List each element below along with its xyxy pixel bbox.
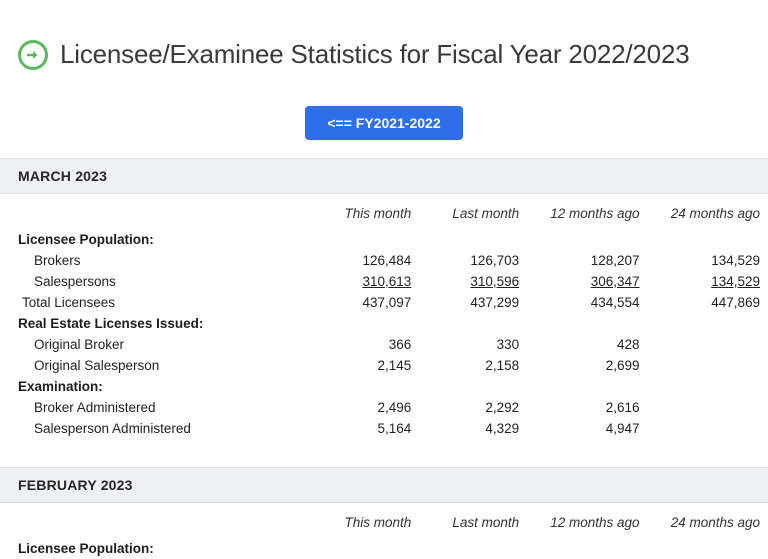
group-blank-cell <box>311 376 419 397</box>
table-row <box>0 418 768 439</box>
table-row <box>0 292 768 313</box>
column-header-this-month: This month <box>344 514 412 530</box>
table-row <box>0 334 768 355</box>
green-arrow-circle-icon <box>18 40 48 70</box>
row-value <box>648 355 768 376</box>
group-header-row <box>0 313 768 334</box>
group-label-licenses-issued: Real Estate Licenses Issued: <box>18 315 204 331</box>
table-row <box>0 397 768 418</box>
column-header-last-month: Last month <box>452 205 520 221</box>
page-header <box>0 0 768 88</box>
group-blank-cell <box>311 229 419 250</box>
page-title: Licensee/Examinee Statistics for Fiscal Year 2022/2023 <box>60 39 690 70</box>
row-value: 2,145 <box>377 357 412 373</box>
group-blank-cell <box>419 376 527 397</box>
row-value: 306,347 <box>590 273 640 289</box>
row-value: 4,947 <box>605 420 640 436</box>
group-blank-cell <box>527 538 647 559</box>
table-header-row <box>0 503 768 538</box>
row-value: 428 <box>617 336 640 352</box>
nav-row <box>0 106 768 140</box>
row-value: 2,292 <box>485 399 520 415</box>
row-label-salespersons: Salespersons <box>34 273 116 289</box>
group-blank-cell <box>527 229 647 250</box>
row-label-original-broker: Original Broker <box>34 336 125 352</box>
section-header-march: MARCH 2023 <box>0 158 768 194</box>
row-value: 126,703 <box>470 252 520 268</box>
row-value: 2,158 <box>485 357 520 373</box>
row-value: 4,329 <box>485 420 520 436</box>
group-blank-cell <box>419 229 527 250</box>
column-header-12-months-ago: 12 months ago <box>550 514 640 530</box>
group-blank-cell <box>311 538 419 559</box>
column-header-blank <box>0 194 311 229</box>
group-blank-cell <box>648 313 768 334</box>
group-blank-cell <box>419 313 527 334</box>
row-value <box>648 397 768 418</box>
row-value: 126,484 <box>362 252 412 268</box>
row-label-broker-administered: Broker Administered <box>34 399 156 415</box>
row-value: 134,529 <box>711 273 760 289</box>
row-value <box>648 334 768 355</box>
group-header-row <box>0 538 768 559</box>
table-row <box>0 271 768 292</box>
group-blank-cell <box>648 229 768 250</box>
table-spacer <box>0 439 768 449</box>
group-header-row <box>0 376 768 397</box>
row-value: 128,207 <box>590 252 640 268</box>
column-header-blank <box>0 503 311 538</box>
group-blank-cell <box>527 313 647 334</box>
table-row <box>0 355 768 376</box>
statistics-table-february <box>0 503 768 559</box>
row-value: 366 <box>388 336 412 352</box>
column-header-24-months-ago: 24 months ago <box>670 514 760 530</box>
group-label-licensee-population: Licensee Population: <box>18 540 154 556</box>
row-value: 330 <box>496 336 520 352</box>
row-value: 437,299 <box>470 294 520 310</box>
group-blank-cell <box>648 538 768 559</box>
row-value: 310,613 <box>362 273 412 289</box>
group-header-row <box>0 229 768 250</box>
row-label-salesperson-administered: Salesperson Administered <box>34 420 191 436</box>
group-blank-cell <box>419 538 527 559</box>
group-blank-cell <box>648 376 768 397</box>
statistics-table-march <box>0 194 768 449</box>
row-value: 434,554 <box>590 294 640 310</box>
row-value: 310,596 <box>470 273 520 289</box>
group-label-licensee-population: Licensee Population: <box>18 231 154 247</box>
group-blank-cell <box>311 313 419 334</box>
row-value: 447,869 <box>711 294 760 310</box>
table-row <box>0 250 768 271</box>
table-header-row <box>0 194 768 229</box>
column-header-this-month: This month <box>344 205 412 221</box>
row-value <box>648 418 768 439</box>
column-header-last-month: Last month <box>452 514 520 530</box>
row-label-original-salesperson: Original Salesperson <box>34 357 160 373</box>
row-value: 437,097 <box>362 294 412 310</box>
section-header-february: FEBRUARY 2023 <box>0 467 768 503</box>
column-header-24-months-ago: 24 months ago <box>670 205 760 221</box>
row-value: 134,529 <box>711 252 760 268</box>
row-value: 2,496 <box>377 399 412 415</box>
column-header-12-months-ago: 12 months ago <box>550 205 640 221</box>
group-label-examination: Examination: <box>18 378 103 394</box>
row-label-brokers: Brokers <box>34 252 81 268</box>
row-label-total-licensees: Total Licensees <box>22 294 116 310</box>
previous-fiscal-year-button[interactable]: <== FY2021-2022 <box>305 106 462 140</box>
row-value: 2,616 <box>605 399 640 415</box>
group-blank-cell <box>527 376 647 397</box>
row-value: 5,164 <box>377 420 412 436</box>
row-value: 2,699 <box>605 357 640 373</box>
